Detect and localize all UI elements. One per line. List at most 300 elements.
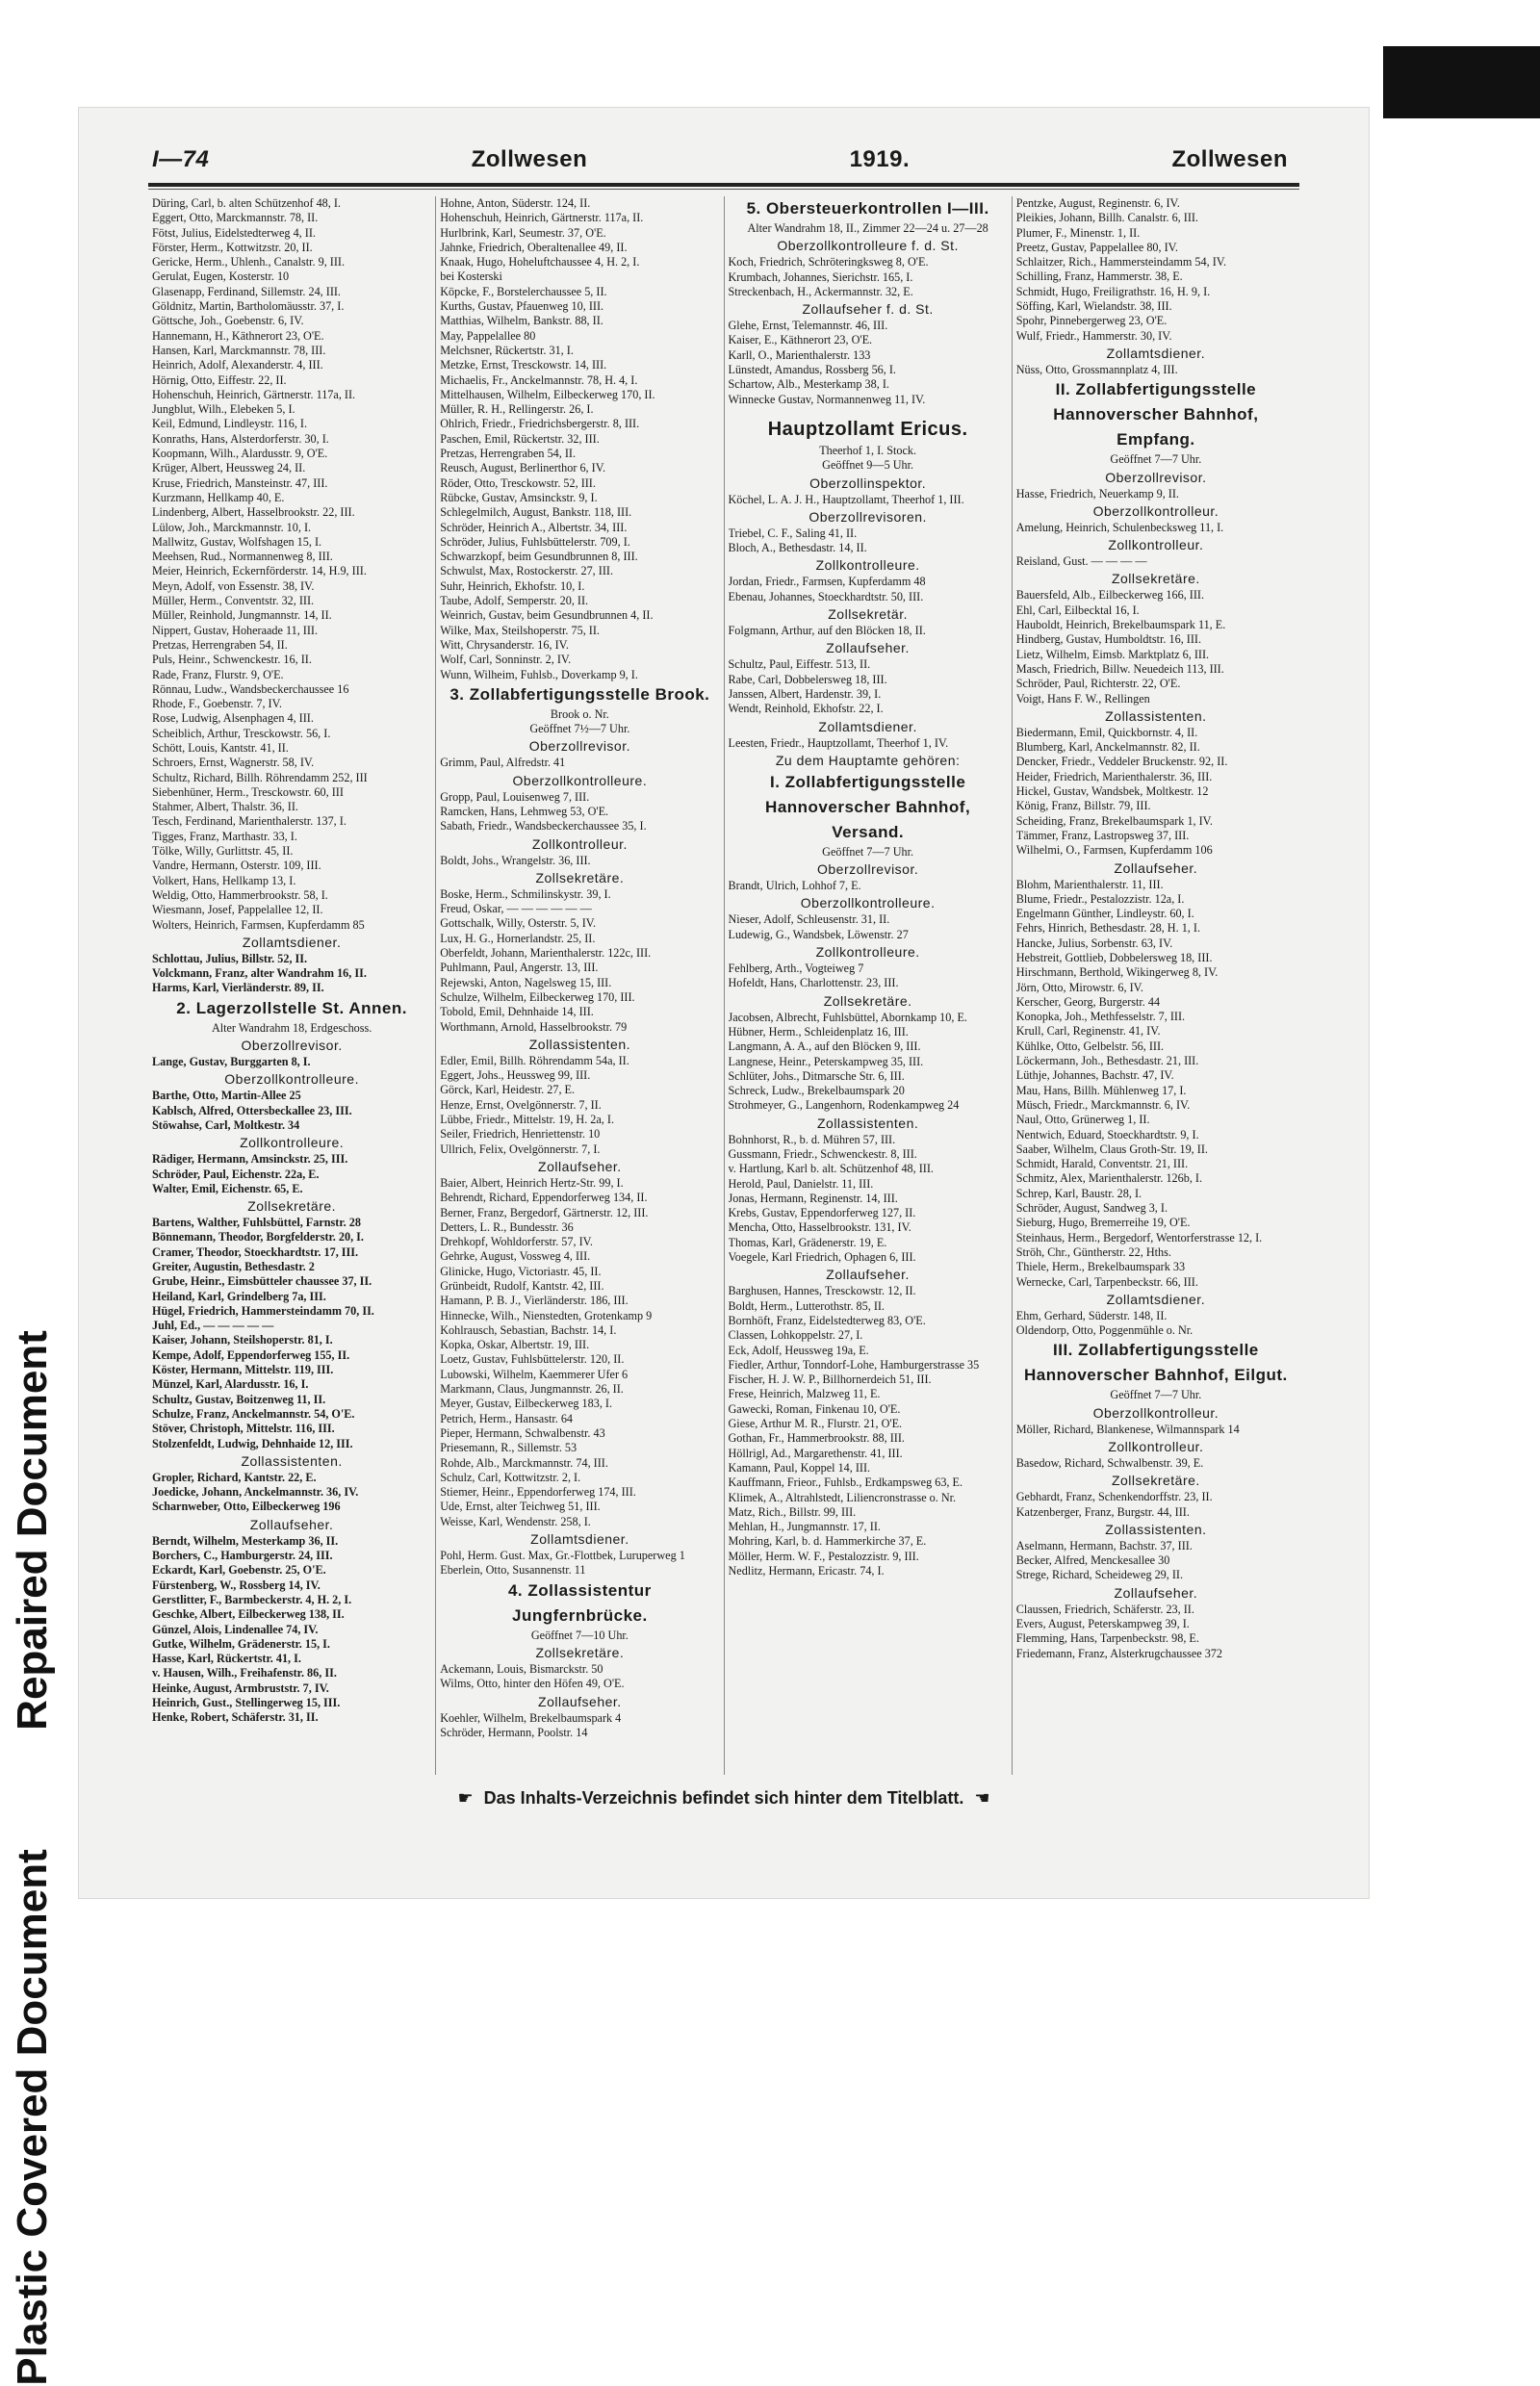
list-item: Claussen, Friedrich, Schäferstr. 23, II. <box>1015 1602 1194 1616</box>
list-item: Hügel, Friedrich, Hammersteindamm 70, II. <box>152 1303 374 1318</box>
list-item: Stöwahse, Carl, Moltkestr. 34 <box>152 1117 300 1132</box>
list-item: Hebstreit, Gottlieb, Dobbelersweg 18, III. <box>1015 950 1213 964</box>
entry-list <box>729 1011 1008 1114</box>
list-item: Schreck, Ludw., Brekelbaumspark 20 <box>728 1084 905 1098</box>
section-hours: Geöffnet 7—7 Uhr. <box>1110 452 1202 467</box>
list-item: Bornhöft, Franz, Eidelstedterweg 83, O'E. <box>728 1313 926 1327</box>
list-item: Ramcken, Hans, Lehmweg 53, O'E. <box>440 804 609 818</box>
list-item: Schröder, August, Sandweg 3, I. <box>1015 1201 1168 1216</box>
header-rule-thin <box>148 189 1299 190</box>
list-item: Heinrich, Gust., Stellingerweg 15, III. <box>152 1696 341 1710</box>
list-item: Kablsch, Alfred, Ottersbeckallee 23, III. <box>152 1103 352 1117</box>
entry-list <box>729 1284 1008 1578</box>
column-2 <box>435 196 723 1775</box>
list-item: Schroers, Ernst, Wagnerstr. 58, IV. <box>152 756 315 770</box>
section-heading: Zollamtsdiener. <box>242 934 342 950</box>
list-item: Röder, Otto, Tresckowstr. 52, III. <box>440 475 596 490</box>
list-item: Köchel, L. A. J. H., Hauptzollamt, Theerhof 1, III. <box>728 492 964 506</box>
list-item: Bartens, Walther, Fuhlsbüttel, Farnstr. 28 <box>152 1216 361 1230</box>
list-item: Scheiblich, Arthur, Tresckowstr. 56, I. <box>152 726 331 740</box>
section-heading: Zollkontrolleure. <box>240 1135 345 1151</box>
list-item: Meyn, Adolf, von Essenstr. 38, IV. <box>152 578 315 593</box>
list-item: Hinnecke, Wilh., Nienstedten, Grotenkamp 9 <box>440 1308 653 1322</box>
list-item: Strege, Richard, Scheideweg 29, II. <box>1015 1568 1184 1582</box>
list-item: Hohne, Anton, Süderstr. 124, II. <box>440 196 591 210</box>
entry-list <box>440 1176 719 1529</box>
list-item: Voigt, Hans F. W., Rellingen <box>1015 691 1150 706</box>
list-item: Glinicke, Hugo, Victoriastr. 45, II. <box>440 1264 602 1278</box>
list-item: Schlüter, Johs., Ditmarsche Str. 6, III. <box>728 1068 905 1083</box>
list-item: Borchers, C., Hamburgerstr. 24, III. <box>152 1549 333 1563</box>
list-item: Jacobsen, Albrecht, Fuhlsbüttel, Abornkamp 10, E. <box>728 1010 967 1024</box>
list-item: Hauboldt, Heinrich, Brekelbaumspark 11, E. <box>1015 618 1226 632</box>
list-item: Grünbeidt, Rudolf, Kantstr. 42, III. <box>440 1279 604 1293</box>
list-item: Schrep, Karl, Baustr. 28, I. <box>1015 1186 1142 1200</box>
section-heading: Zollsekretäre. <box>247 1198 337 1215</box>
section-heading: Zollamtsdiener. <box>1106 345 1206 361</box>
list-item: Ehm, Gerhard, Süderstr. 148, II. <box>1015 1308 1168 1322</box>
list-item: Barghusen, Hannes, Tresckowstr. 12, II. <box>728 1284 916 1298</box>
list-item: Greiter, Augustin, Bethesdastr. 2 <box>152 1260 315 1273</box>
list-item: Rejewski, Anton, Nagelsweg 15, III. <box>440 975 612 989</box>
side-label-strip <box>0 616 67 2386</box>
list-item: Harms, Karl, Vierländerstr. 89, II. <box>152 981 324 995</box>
plastic-covered-document-label: Plastic Covered Document <box>9 1849 56 2386</box>
list-item: Evers, August, Peterskampweg 39, I. <box>1015 1617 1190 1631</box>
header-year: 1919. <box>849 146 911 172</box>
list-item: Schmidt, Harald, Conventstr. 21, III. <box>1015 1157 1189 1171</box>
section-heading: Zollsekretäre. <box>535 869 625 885</box>
list-item: Schartow, Alb., Mesterkamp 38, I. <box>728 377 889 392</box>
list-item: Rübcke, Gustav, Amsinckstr. 9, I. <box>440 490 598 504</box>
list-item: Rade, Franz, Flurstr. 9, O'E. <box>152 667 284 681</box>
entry-list <box>1016 726 1296 859</box>
list-item: Freud, Oskar, — — — — — — <box>440 902 592 916</box>
list-item: Lünstedt, Amandus, Rossberg 56, I. <box>728 363 896 377</box>
list-item: Gerstlitter, F., Barmbeckerstr. 4, H. 2, I. <box>152 1592 352 1606</box>
entry-list <box>440 1711 719 1741</box>
list-item: May, Pappelallee 80 <box>440 328 536 343</box>
entry-list <box>440 790 719 834</box>
list-item: Petrich, Herm., Hansastr. 64 <box>440 1411 574 1425</box>
list-item: Kamann, Paul, Koppel 14, III. <box>728 1460 871 1475</box>
entry-list <box>440 887 719 1035</box>
list-item: Eckardt, Karl, Goebenstr. 25, O'E. <box>152 1563 326 1578</box>
list-item: Krebs, Gustav, Eppendorferweg 127, II. <box>728 1206 916 1220</box>
section-heading: Zollsekretäre. <box>823 992 912 1009</box>
list-item: Kurzmann, Hellkamp 40, E. <box>152 490 285 504</box>
list-item: Reusch, August, Berlinerthor 6, IV. <box>440 461 605 475</box>
list-item: Amelung, Heinrich, Schulenbecksweg 11, I. <box>1015 520 1224 534</box>
list-item: Vandre, Hermann, Osterstr. 109, III. <box>152 859 321 873</box>
section-heading: Zollkontrolleure. <box>815 944 920 961</box>
list-item: Heiland, Karl, Grindelberg 7a, III. <box>152 1289 326 1303</box>
list-item: Scharnweber, Otto, Eilbeckerweg 196 <box>152 1500 341 1514</box>
list-item: Volckmann, Franz, alter Wandrahm 16, II. <box>152 966 367 981</box>
section-heading: Zollsekretäre. <box>1111 1473 1200 1489</box>
list-item: Köpcke, F., Borstelerchaussee 5, II. <box>440 284 607 298</box>
list-item: Jordan, Friedr., Farmsen, Kupferdamm 48 <box>728 575 926 589</box>
section-address: Brook o. Nr. <box>550 706 609 721</box>
list-item: Berndt, Wilhelm, Mesterkamp 36, II. <box>152 1533 339 1548</box>
list-item: Sieburg, Hugo, Bremerreihe 19, O'E. <box>1015 1216 1191 1230</box>
section-heading: Zollkontrolleur. <box>1108 1439 1204 1454</box>
list-item: Jonas, Hermann, Reginenstr. 14, III. <box>728 1191 898 1205</box>
list-item: Lubowski, Wilhelm, Kaemmerer Ufer 6 <box>440 1367 629 1381</box>
list-item: Schilling, Franz, Hammerstr. 38, E. <box>1015 269 1183 284</box>
section-address: Alter Wandrahm 18, Erdgeschoss. <box>211 1020 372 1035</box>
list-item: Schultz, Richard, Billh. Röhrendamm 252, III <box>152 770 368 784</box>
list-item: Weinrich, Gustav, beim Gesundbrunnen 4, II. <box>440 608 654 623</box>
column-1 <box>148 196 435 1775</box>
entry-list <box>440 1662 719 1692</box>
footer-note: Das Inhalts-Verzeichnis befindet sich hinter dem Titelblatt. <box>483 1788 964 1808</box>
list-item: Kauffmann, Frieor., Fuhlsb., Erdkampsweg 63, E. <box>728 1475 962 1490</box>
list-item: Pretzas, Herrengraben 54, II. <box>152 637 288 652</box>
pointing-hand-right-icon: ☛ <box>457 1788 474 1808</box>
list-item: Giese, Arthur M. R., Flurstr. 21, O'E. <box>728 1417 903 1431</box>
list-item: Rose, Ludwig, Alsenphagen 4, III. <box>152 711 314 726</box>
list-item: Lülow, Joh., Marckmannstr. 10, I. <box>152 520 312 534</box>
list-item: Langmann, A. A., auf den Blöcken 9, III. <box>728 1039 921 1054</box>
directory-columns <box>148 196 1299 1775</box>
list-item: Nedlitz, Hermann, Ericastr. 74, I. <box>728 1564 885 1578</box>
list-item: Kaiser, E., Käthnerort 23, O'E. <box>728 333 873 347</box>
section-heading: Oberzollinspektor. <box>809 475 927 491</box>
entry-list <box>729 962 1008 991</box>
section-hours: Geöffnet 7½—7 Uhr. <box>529 722 630 736</box>
list-item: Blohm, Marienthalerstr. 11, III. <box>1015 877 1164 891</box>
document-page <box>79 108 1369 1898</box>
list-item: Nentwich, Eduard, Stoeckhardtstr. 9, I. <box>1015 1127 1199 1142</box>
list-item: Hörnig, Otto, Eiffestr. 22, II. <box>152 372 287 387</box>
list-item: Kühlke, Otto, Gelbelstr. 56, III. <box>1015 1039 1165 1053</box>
list-item: Schröder, Paul, Eichenstr. 22a, E. <box>152 1167 320 1181</box>
list-item: Nippert, Gustav, Hoheraade 11, III. <box>152 623 319 637</box>
section-hours: Geöffnet 7—7 Uhr. <box>1110 1388 1202 1402</box>
list-item: Saaber, Wilhelm, Claus Groth-Str. 19, II. <box>1015 1142 1208 1156</box>
section-heading: Oberzollkontrolleure f. d. St. <box>777 238 959 254</box>
section-heading: Oberzollkontrolleure. <box>224 1071 359 1088</box>
list-item: Mehlan, H., Jungmannstr. 17, II. <box>728 1520 881 1534</box>
column-3 <box>724 196 1012 1775</box>
page-footer <box>148 1788 1299 1813</box>
list-item: Koopmann, Wilh., Alardusstr. 9, O'E. <box>152 447 328 461</box>
list-item: Pleikies, Johann, Billh. Canalstr. 6, III. <box>1015 211 1198 225</box>
list-item: Plumer, F., Minenstr. 1, II. <box>1015 225 1141 240</box>
entry-list <box>1016 1309 1296 1339</box>
section-heading: Zollsekretär. <box>828 606 908 623</box>
entry-list <box>152 1534 431 1726</box>
section-title: I. Zollabfertigungsstelle Hannoverscher Bahnhof, Versand. <box>765 772 971 841</box>
section-hours: Geöffnet 7—7 Uhr. <box>822 844 914 859</box>
list-item: Leesten, Friedr., Hauptzollamt, Theerhof 1, IV. <box>728 735 949 750</box>
list-item: Gebhardt, Franz, Schenkendorffstr. 23, II. <box>1015 1490 1213 1504</box>
list-item: Boldt, Johs., Wrangelstr. 36, III. <box>440 853 591 867</box>
repaired-document-label: Repaired Document <box>9 1330 56 1731</box>
page-header <box>152 146 1288 175</box>
list-item: Keil, Edmund, Lindleystr. 116, I. <box>152 417 308 431</box>
list-item: Karll, O., Marienthalerstr. 133 <box>728 347 871 362</box>
list-item: Mittelhausen, Wilhelm, Eilbeckerweg 170, II. <box>440 387 655 401</box>
list-item: Hurlbrink, Karl, Seumestr. 37, O'E. <box>440 225 606 240</box>
list-item: Mallwitz, Gustav, Wolfshagen 15, I. <box>152 534 322 549</box>
list-item: Kerscher, Georg, Burgerstr. 44 <box>1015 994 1161 1009</box>
list-item: Meehsen, Rud., Normannenweg 8, III. <box>152 550 333 564</box>
list-item: Winnecke Gustav, Normannenweg 11, IV. <box>728 392 926 406</box>
entry-list <box>152 1152 431 1196</box>
list-item: Folgmann, Arthur, auf den Blöcken 18, II. <box>728 624 926 638</box>
list-item: Thiele, Herm., Brekelbaumspark 33 <box>1015 1260 1186 1274</box>
list-item: Dencker, Friedr., Veddeler Bruckenstr. 92, II. <box>1015 755 1228 769</box>
list-item: Eberlein, Otto, Susannenstr. 11 <box>440 1563 586 1578</box>
entry-list <box>729 319 1008 407</box>
section-heading: Zollaufseher f. d. St. <box>802 301 934 318</box>
list-item: Förster, Herm., Kottwitzstr. 20, II. <box>152 240 313 254</box>
section-heading: Zollamtsdiener. <box>530 1531 629 1548</box>
list-item: Detters, L. R., Bundesstr. 36 <box>440 1219 574 1234</box>
list-item: Becker, Alfred, Menckesallee 30 <box>1015 1553 1170 1568</box>
list-item: Thomas, Karl, Grädenerstr. 19, E. <box>728 1235 887 1249</box>
list-item: Hindberg, Gustav, Humboldtstr. 16, III. <box>1015 632 1202 647</box>
list-item: Schultz, Gustav, Boitzenweg 11, II. <box>152 1392 326 1406</box>
list-item: Wilms, Otto, hinter den Höfen 49, O'E. <box>440 1677 625 1691</box>
section-heading: Oberzollkontrolleure. <box>800 895 936 911</box>
section-address: Alter Wandrahm 18, II., Zimmer 22—24 u. 27—28 <box>747 221 988 235</box>
list-item: Rhode, F., Goebenstr. 7, IV. <box>152 697 282 711</box>
list-item: Eggert, Otto, Marckmannstr. 78, II. <box>152 211 319 225</box>
entry-list <box>440 1549 719 1578</box>
office-title: Hauptzollamt Ericus. <box>767 418 968 440</box>
list-item: Görck, Karl, Heidestr. 27, E. <box>440 1083 576 1097</box>
list-item: Heinrich, Adolf, Alexanderstr. 4, III. <box>152 358 323 372</box>
list-item: Wendt, Reinhold, Ekhofstr. 22, I. <box>728 702 884 716</box>
list-item: Geschke, Albert, Eilbeckerweg 138, II. <box>152 1607 345 1622</box>
list-item: Mohring, Karl, b. d. Hammerkirche 37, E. <box>728 1534 927 1549</box>
list-item: Göttsche, Joh., Goebenstr. 6, IV. <box>152 314 304 328</box>
list-item: Grimm, Paul, Alfredstr. 41 <box>440 756 566 770</box>
list-item: Seiler, Friedrich, Henriettenstr. 10 <box>440 1127 601 1142</box>
list-item: Jungblut, Wilh., Elebeken 5, I. <box>152 402 295 417</box>
list-item: Löckermann, Joh., Bethesdastr. 21, III. <box>1015 1054 1199 1068</box>
list-item: Hamann, P. B. J., Vierländerstr. 186, III. <box>440 1294 629 1308</box>
list-item: Wilhelmi, O., Farmsen, Kupferdamm 106 <box>1015 843 1213 858</box>
list-item: Köster, Hermann, Mittelstr. 119, III. <box>152 1363 334 1377</box>
list-item: Hansen, Karl, Marckmannstr. 78, III. <box>152 343 326 357</box>
office-address: Theerhof 1, I. Stock. <box>819 443 917 457</box>
list-item: Pretzas, Herrengraben 54, II. <box>440 447 577 461</box>
section-heading: Zollassistenten. <box>1105 1521 1207 1537</box>
list-item: Bloch, A., Bethesdastr. 14, II. <box>728 541 867 555</box>
list-item: Bauersfeld, Alb., Eilbeckerweg 166, III. <box>1015 588 1205 603</box>
list-item: bei Kosterski <box>440 269 502 284</box>
list-item: Puhlmann, Paul, Angerstr. 13, III. <box>440 961 599 975</box>
list-item: Hofeldt, Hans, Charlottenstr. 23, III. <box>728 976 899 990</box>
list-item: Oberfeldt, Johann, Marienthalerstr. 122c, III. <box>440 946 652 961</box>
page-number: I—74 <box>152 146 210 172</box>
list-item: Hohenschuh, Heinrich, Gärtnerstr. 117a, II. <box>440 211 644 225</box>
section-heading: Zollassistenten. <box>1105 707 1207 724</box>
list-item: Möller, Richard, Blankenese, Wilmannspark 14 <box>1015 1422 1240 1436</box>
list-item: Gussmann, Friedr., Schwenckestr. 8, III. <box>728 1146 917 1161</box>
entry-list <box>152 1471 431 1515</box>
list-item: Classen, Lohkoppelstr. 27, I. <box>728 1328 863 1343</box>
entry-list <box>1016 196 1296 344</box>
section-title: II. Zollabfertigungsstelle Hannoverscher Bahnhof, Empfang. <box>1053 380 1259 449</box>
entry-list <box>1016 878 1296 1290</box>
list-item: Markmann, Claus, Jungmannstr. 26, II. <box>440 1382 624 1397</box>
list-item: Wunn, Wilheim, Fuhlsb., Doverkamp 9, I. <box>440 667 638 681</box>
entry-list <box>440 196 719 682</box>
list-item: Stahmer, Albert, Thalstr. 36, II. <box>152 800 298 814</box>
list-item: Schröder, Julius, Fuhlsbüttelerstr. 709, I. <box>440 534 630 549</box>
list-item: Ehl, Carl, Eilbecktal 16, I. <box>1015 603 1140 617</box>
list-item: Ebenau, Johannes, Stoeckhardtstr. 50, III. <box>728 589 924 603</box>
list-item: Schröder, Heinrich A., Albertstr. 34, III. <box>440 520 628 534</box>
list-item: Flemming, Hans, Tarpenbeckstr. 98, E. <box>1015 1631 1199 1646</box>
list-item: Schött, Louis, Kantstr. 41, II. <box>152 740 289 755</box>
list-item: Gottschalk, Willy, Osterstr. 5, IV. <box>440 916 597 931</box>
list-item: Fehrs, Hinrich, Bethesdastr. 28, H. 1, I. <box>1015 921 1201 936</box>
list-item: König, Franz, Billstr. 79, III. <box>1015 799 1151 813</box>
list-item: Kempe, Adolf, Eppendorferweg 155, II. <box>152 1347 350 1362</box>
list-item: Schlaitzer, Rich., Hammersteindamm 54, IV. <box>1015 255 1227 269</box>
list-item: Tigges, Franz, Marthastr. 33, I. <box>152 829 297 843</box>
list-item: Michaelis, Fr., Anckelmannstr. 78, H. 4, I. <box>440 372 638 387</box>
list-item: Lux, H. G., Hornerlandstr. 25, II. <box>440 931 596 945</box>
list-item: Triebel, C. F., Saling 41, II. <box>728 526 858 540</box>
list-item: Steinhaus, Herm., Bergedorf, Wentorferstrasse 12, I. <box>1015 1230 1263 1244</box>
section-title: 2. Lagerzollstelle St. Annen. <box>176 998 407 1017</box>
section-title: 3. Zollabfertigungsstelle Brook. <box>449 684 710 704</box>
list-item: Heider, Friedrich, Marienthalerstr. 36, III. <box>1015 769 1213 783</box>
list-item: Fürstenberg, W., Rossberg 14, IV. <box>152 1578 321 1592</box>
section-heading: Zollkontrolleur. <box>1108 537 1204 553</box>
list-item: Schröder, Paul, Richterstr. 22, O'E. <box>1015 677 1181 691</box>
list-item: Heinke, August, Armbruststr. 7, IV. <box>152 1680 329 1695</box>
list-item: Rohde, Alb., Marckmannstr. 74, III. <box>440 1455 608 1470</box>
entry-list <box>729 575 1008 604</box>
list-item: Lübbe, Friedr., Mittelstr. 19, H. 2a, I. <box>440 1113 615 1127</box>
header-rule <box>148 183 1299 187</box>
section-heading: Oberzollrevisor. <box>528 738 630 755</box>
list-item: Meier, Heinrich, Eckernförderstr. 14, H.9, III. <box>152 564 367 578</box>
list-item: Bohnhorst, R., b. d. Mühren 57, III. <box>728 1132 896 1146</box>
section-heading: Zollaufseher. <box>538 1158 622 1174</box>
list-item: Pieper, Hermann, Schwalbenstr. 43 <box>440 1425 605 1440</box>
list-item: Kruse, Friedrich, Mansteinstr. 47, III. <box>152 475 328 490</box>
list-item: Jahnke, Friedrich, Oberaltenallee 49, II. <box>440 240 628 254</box>
section-heading: Zollassistenten. <box>816 1115 919 1131</box>
list-item: Ackemann, Louis, Bismarckstr. 50 <box>440 1661 603 1676</box>
list-item: Oldendorp, Otto, Poggenmühle o. Nr. <box>1015 1323 1194 1338</box>
list-item: Kohlrausch, Sebastian, Bachstr. 14, I. <box>440 1322 617 1337</box>
list-item: Henke, Robert, Schäferstr. 31, II. <box>152 1710 319 1725</box>
list-item: Engelmann Günther, Lindleystr. 60, I. <box>1015 907 1194 921</box>
section-heading: Oberzollrevisoren. <box>808 508 927 525</box>
list-item: Krumbach, Johannes, Sierichstr. 165, I. <box>728 269 913 284</box>
list-item: Gutke, Wilhelm, Grädenerstr. 15, I. <box>152 1636 330 1651</box>
list-item: Fischer, H. J. W. P., Billhornerdeich 51, III. <box>728 1373 932 1387</box>
list-item: Schwarzkopf, beim Gesundbrunnen 8, III. <box>440 550 638 564</box>
list-item: Pohl, Herm. Gust. Max, Gr.-Flottbek, Luruperweg 1 <box>440 1549 685 1563</box>
list-item: Wiesmann, Josef, Pappelallee 12, II. <box>152 903 323 917</box>
list-item: Drehkopf, Wohldorferstr. 57, IV. <box>440 1235 593 1249</box>
office-hours: Geöffnet 9—5 Uhr. <box>822 458 914 473</box>
list-item: Rädiger, Hermann, Amsinckstr. 25, III. <box>152 1152 348 1167</box>
list-item: Fehlberg, Arth., Vogteiweg 7 <box>728 962 864 976</box>
section-heading: Zollsekretäre. <box>1111 571 1200 587</box>
list-item: Rönnau, Ludw., Wandsbeckerchaussee 16 <box>152 681 349 696</box>
list-item: Krull, Carl, Reginenstr. 41, IV. <box>1015 1024 1161 1039</box>
list-item: Ströh, Chr., Güntherstr. 22, Hths. <box>1015 1244 1171 1259</box>
entry-list <box>1016 1603 1296 1661</box>
list-item: Scheiding, Franz, Brekelbaumspark 1, IV. <box>1015 813 1213 828</box>
list-item: Schmitz, Alex, Marienthalerstr. 126b, I. <box>1015 1171 1203 1186</box>
list-item: Müller, Herm., Conventstr. 32, III. <box>152 594 315 608</box>
list-item: Langnese, Heinr., Peterskampweg 35, III. <box>728 1054 924 1068</box>
list-item: Loetz, Gustav, Fuhlsbüttelerstr. 120, II. <box>440 1352 625 1367</box>
list-item: Fötst, Julius, Eidelstedterweg 4, II. <box>152 225 316 240</box>
list-item: Weisse, Karl, Wendenstr. 258, I. <box>440 1514 591 1528</box>
list-item: Frese, Heinrich, Malzweg 11, E. <box>728 1387 881 1401</box>
list-item: Schulze, Franz, Anckelmannstr. 54, O'E. <box>152 1406 355 1421</box>
list-item: Biedermann, Emil, Quickbornstr. 4, II. <box>1015 725 1198 739</box>
list-item: Gawecki, Roman, Finkenau 10, O'E. <box>728 1401 901 1416</box>
entry-list <box>729 255 1008 299</box>
section-heading: Zollaufseher. <box>249 1516 334 1532</box>
list-item: Naul, Otto, Grünerweg 1, II. <box>1015 1113 1150 1127</box>
section-heading: Oberzollkontrolleur. <box>1092 1404 1219 1421</box>
list-item: Spohr, Pinnebergerweg 23, O'E. <box>1015 314 1168 328</box>
list-item: Volkert, Hans, Hellkamp 13, I. <box>152 873 296 887</box>
list-item: Krüger, Albert, Heussweg 24, II. <box>152 461 306 475</box>
list-item: Nüss, Otto, Grossmannplatz 4, III. <box>1015 362 1178 376</box>
list-item: Müsch, Friedr., Marckmannstr. 6, IV. <box>1015 1097 1191 1112</box>
list-item: Hasse, Friedrich, Neuerkamp 9, II. <box>1015 486 1179 500</box>
list-item: Schultz, Paul, Eiffestr. 513, II. <box>728 657 871 672</box>
list-item: Joedicke, Johann, Anckelmannstr. 36, IV. <box>152 1485 359 1500</box>
list-item: Ludewig, G., Wandsbek, Löwenstr. 27 <box>728 927 909 941</box>
list-item: Glehe, Ernst, Telemannstr. 46, III. <box>728 319 888 333</box>
list-item: Priesemann, R., Sillemstr. 53 <box>440 1441 578 1455</box>
list-item: Matthias, Wilhelm, Bankstr. 88, II. <box>440 314 603 328</box>
list-item: Stöver, Christoph, Mittelstr. 116, III. <box>152 1422 335 1436</box>
section-hours: Geöffnet 7—10 Uhr. <box>530 1628 629 1642</box>
list-item: Sabath, Friedr., Wandsbeckerchaussee 35, I. <box>440 819 647 834</box>
list-item: Melchsner, Rückertstr. 31, I. <box>440 343 574 357</box>
entry-list <box>152 952 431 996</box>
list-item: Gropp, Paul, Louisenweg 7, III. <box>440 789 590 804</box>
list-item: Ullrich, Felix, Ovelgönnerstr. 7, I. <box>440 1142 601 1156</box>
list-item: Münzel, Karl, Alardusstr. 16, I. <box>152 1377 309 1392</box>
list-item: Boldt, Herm., Lutterothstr. 85, II. <box>728 1298 885 1313</box>
section-title: 4. Zollassistentur Jungfernbrücke. <box>507 1580 652 1625</box>
list-item: Kurths, Gustav, Pfauenweg 10, III. <box>440 299 604 314</box>
list-item: Strohmeyer, G., Langenhorn, Rodenkampweg 24 <box>728 1098 960 1113</box>
section-heading: Zollamtsdiener. <box>1106 1291 1206 1307</box>
section-heading: Oberzollrevisor. <box>816 861 919 878</box>
section-heading: Zollaufseher. <box>1114 1584 1198 1601</box>
list-item: Grube, Heinr., Eimsbütteler chaussee 37, II. <box>152 1274 372 1289</box>
list-item: Berner, Franz, Bergedorf, Gärtnerstr. 12, III. <box>440 1205 649 1219</box>
list-item: Schulze, Wilhelm, Eilbeckerweg 170, III. <box>440 989 635 1004</box>
list-item: Voegele, Karl Friedrich, Ophagen 6, III. <box>728 1250 916 1265</box>
list-item: Ohlrich, Friedr., Friedrichsbergerstr. 8, III. <box>440 417 640 431</box>
list-item: Barthe, Otto, Martin-Allee 25 <box>152 1089 301 1103</box>
entry-list <box>152 1216 431 1451</box>
list-item: Konraths, Hans, Alsterdorferstr. 30, I. <box>152 431 329 446</box>
